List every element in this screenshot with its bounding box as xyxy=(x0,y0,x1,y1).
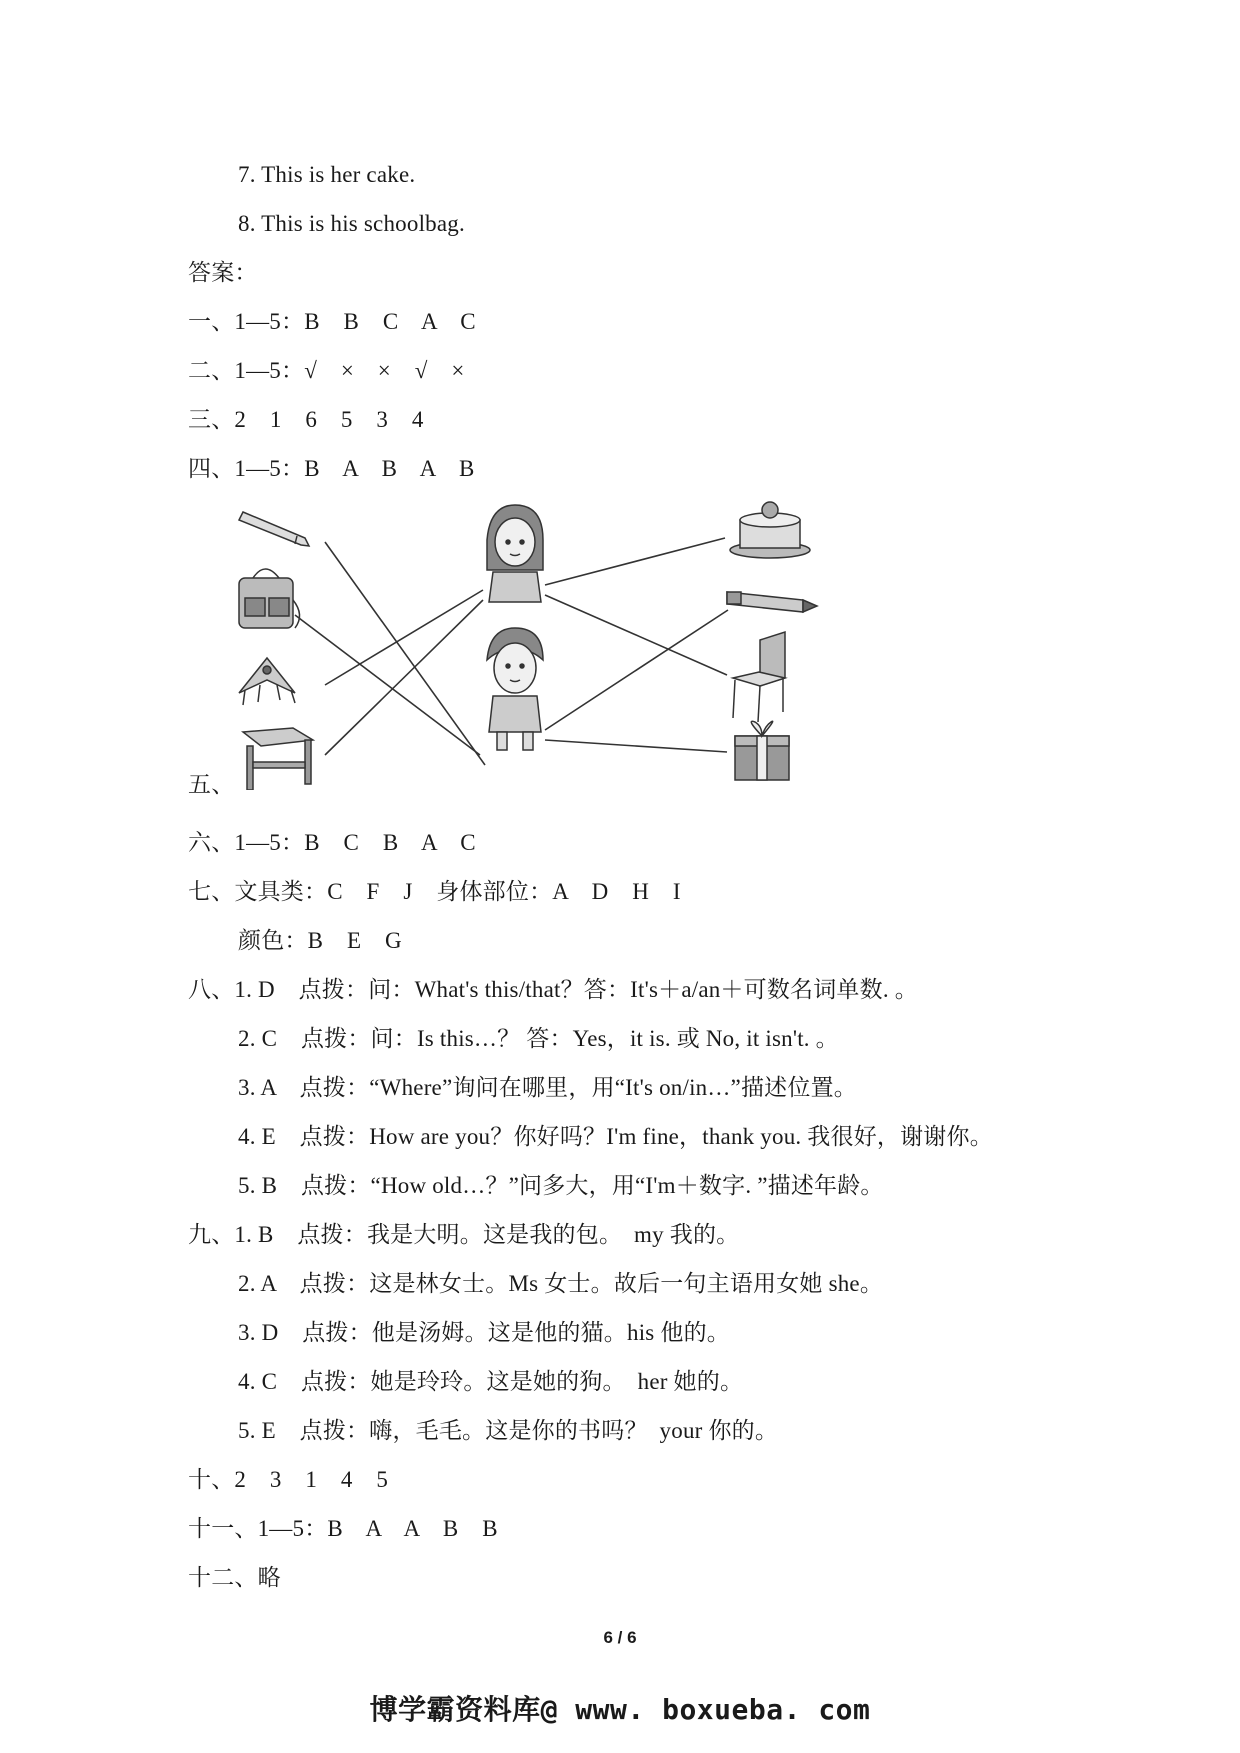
line-desk-girl xyxy=(325,600,483,755)
matching-diagram xyxy=(225,500,825,790)
answer-section-9-item-3: 3. D 点拨：他是汤姆。这是他的猫。his 他的。 xyxy=(238,1320,731,1345)
line-kite-girl xyxy=(325,590,483,685)
line-boy-crayon xyxy=(545,610,728,730)
answer-section-12: 十二、略 xyxy=(188,1565,281,1590)
answer-section-9-item-5: 5. E 点拨：嗨，毛毛。这是你的书吗？ your 你的。 xyxy=(238,1418,779,1443)
answers-heading: 答案： xyxy=(188,260,258,285)
answer-section-4: 四、1—5：B A B A B xyxy=(188,456,475,481)
answer-section-1: 一、1—5：B B C A C xyxy=(188,309,476,334)
line-girl-cake xyxy=(545,538,725,585)
answer-section-3: 三、2 1 6 5 3 4 xyxy=(188,407,424,432)
answer-section-8-item-4: 4. E 点拨：How are you？你好吗？I'm fine，thank you. 我很好，谢谢你。 xyxy=(238,1124,993,1149)
answer-section-8-item-5: 5. B 点拨：“How old…？”问多大，用“I'm＋数字. ”描述年龄。 xyxy=(238,1173,884,1198)
answer-section-8-item-2: 2. C 点拨：问：Is this…？ 答：Yes，it is. 或 No, it isn't. 。 xyxy=(238,1026,839,1051)
desk-icon xyxy=(243,728,313,790)
line-bag-boy xyxy=(295,615,480,755)
schoolbag-icon xyxy=(239,569,300,628)
answer-section-10: 十、2 3 1 4 5 xyxy=(188,1467,389,1492)
answer-section-8-item-3: 3. A 点拨：“Where”询问在哪里，用“It's on/in…”描述位置。 xyxy=(238,1075,857,1100)
kite-icon xyxy=(239,658,295,705)
text-line-1: 7. This is her cake. xyxy=(238,162,416,187)
crayon-icon xyxy=(727,592,817,612)
line-girl-chair xyxy=(545,595,727,675)
chair-icon xyxy=(733,632,785,722)
answer-section-7-colors: 颜色：B E G xyxy=(238,928,402,953)
matching-svg xyxy=(225,500,825,790)
cake-icon xyxy=(730,502,810,558)
answer-section-7: 七、文具类：C F J 身体部位：A D H I xyxy=(188,879,681,904)
line-boy-gift xyxy=(545,740,727,752)
answer-section-5: 五、 xyxy=(188,772,235,797)
page-number: 6 / 6 xyxy=(603,1628,637,1647)
answer-section-9-item-1: 九、1. B 点拨：我是大明。这是我的包。 my 我的。 xyxy=(188,1222,740,1247)
gift-icon xyxy=(735,721,789,780)
footer-watermark: 博学霸资料库@ www. boxueba. com xyxy=(369,1693,871,1726)
answer-section-2: 二、1—5：√ × × √ × xyxy=(188,358,465,383)
pencil-icon xyxy=(239,512,309,546)
girl-icon xyxy=(487,505,543,602)
text-line-2: 8. This is his schoolbag. xyxy=(238,211,465,236)
answer-section-9-item-2: 2. A 点拨：这是林女士。Ms 女士。故后一句主语用女她 she。 xyxy=(238,1271,884,1296)
answer-section-11: 十一、1—5：B A A B B xyxy=(188,1516,498,1541)
answer-section-6: 六、1—5：B C B A C xyxy=(188,830,476,855)
boy-icon xyxy=(487,628,543,750)
answer-section-8-item-1: 八、1. D 点拨：问：What's this/that？答：It's＋a/an＋可数名词单数. 。 xyxy=(188,977,918,1002)
answer-section-9-item-4: 4. C 点拨：她是玲玲。这是她的狗。 her 她的。 xyxy=(238,1369,744,1394)
